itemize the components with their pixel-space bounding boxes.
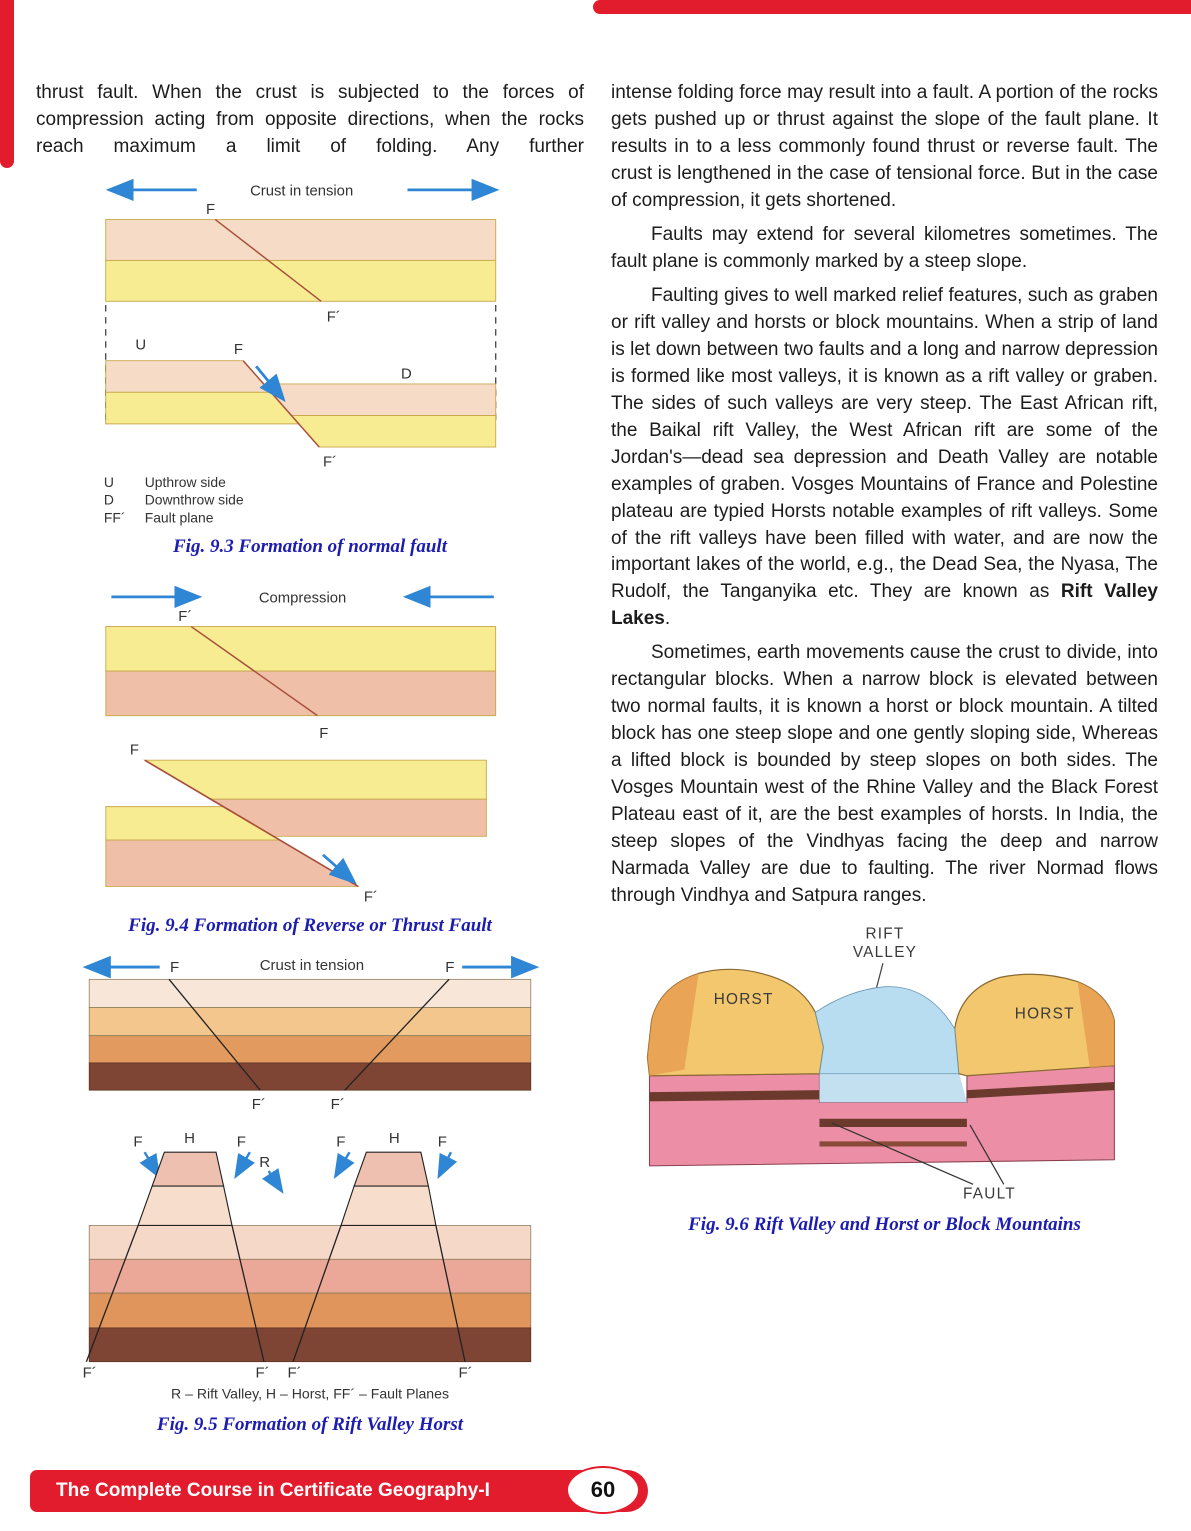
figure-9-3 bbox=[36, 175, 584, 558]
label-f-prime: F´ bbox=[251, 1095, 266, 1113]
label-f: F bbox=[206, 201, 216, 218]
figure-9-6 bbox=[611, 922, 1158, 1236]
label-f-prime: F´ bbox=[458, 1364, 473, 1382]
legend-desc-upthrow: Upthrow side bbox=[144, 473, 226, 490]
label-f-prime: F´ bbox=[82, 1364, 97, 1382]
label-horst: H bbox=[388, 1129, 400, 1147]
body-paragraph: Faults may extend for several kilometres sometimes. The fault plane is commonly marked by a steep slope. bbox=[611, 223, 1158, 272]
normal-fault-diagram bbox=[87, 175, 533, 526]
legend-desc-faultplane: Fault plane bbox=[144, 509, 214, 526]
base-layer-2 bbox=[89, 1259, 531, 1293]
rift-valley-surface bbox=[815, 987, 958, 1074]
left-column bbox=[36, 80, 584, 1436]
red-left-edge-decoration bbox=[0, 0, 14, 168]
base-layer-1 bbox=[89, 1225, 531, 1259]
label-valley: VALLEY bbox=[852, 944, 917, 962]
downthrow-block-upper-layer bbox=[264, 384, 496, 416]
red-top-edge-decoration bbox=[593, 0, 1191, 14]
graben-floor-front bbox=[819, 1072, 966, 1103]
figure-9-3-caption: Fig. 9.3 Formation of normal fault bbox=[173, 535, 447, 557]
right-horst-lower bbox=[341, 1186, 436, 1225]
right-horst-upper bbox=[354, 1152, 428, 1186]
figure-9-6-caption: Fig. 9.6 Rift Valley and Horst or Block Mountains bbox=[688, 1214, 1081, 1236]
label-fault: FAULT bbox=[962, 1185, 1016, 1203]
page-number-badge bbox=[566, 1466, 640, 1514]
stage1-upper-layer bbox=[106, 626, 496, 671]
legend-key-ff: FF´ bbox=[103, 509, 126, 526]
upthrow-block-upper-layer bbox=[106, 361, 271, 393]
rift-valley-block-diagram bbox=[629, 922, 1141, 1204]
stage1-lower-layer bbox=[106, 260, 496, 301]
footer-bar bbox=[30, 1470, 648, 1512]
label-f: F bbox=[129, 742, 140, 759]
stage1-layer-2 bbox=[89, 1007, 531, 1035]
legend-key-d: D bbox=[103, 491, 114, 508]
label-f-prime: F´ bbox=[178, 608, 193, 625]
paragraph-text: Faulting gives to well marked relief features, such as graben or rift valley and horsts or block mountains. When a strip of land is let down between two faults and a long and narrow depression is formed like most valleys, it is known as a rift valley or graben. The sides of such valleys are very steep. The East African rift, the Baikal rift Valley, the West African rift are some of the Jordan's—dead sea depression and Death Valley are notable examples of graben. Vosges Mountains of France and Polestine plateau are typied Horsts notable examples of rift valleys. Some of the rift valleys have been filled with water, and are now the important lakes of the world, e.g., the Dead Sea, the Nyasa, The Rudolf, the Tanganyika etc. They are known as bbox=[611, 284, 1158, 603]
legend-desc-downthrow: Downthrow side bbox=[144, 491, 244, 508]
label-f-prime: F´ bbox=[330, 1095, 345, 1113]
base-layer-3 bbox=[89, 1293, 531, 1328]
body-paragraph bbox=[611, 283, 1158, 634]
reverse-fault-diagram bbox=[87, 582, 533, 905]
figure-legend: R – Rift Valley, H – Horst, FF´ – Fault Planes bbox=[170, 1385, 449, 1402]
upthrow-block-lower-layer bbox=[106, 392, 299, 424]
label-rift: R bbox=[259, 1154, 271, 1172]
rift-valley-horst-diagram bbox=[75, 953, 545, 1404]
label-upthrow: U bbox=[135, 337, 147, 354]
paragraph-text: . bbox=[664, 608, 671, 630]
label-f: F bbox=[236, 1133, 246, 1151]
compression-label: Compression bbox=[258, 590, 347, 607]
stage1-lower-layer bbox=[106, 671, 496, 716]
label-f: F bbox=[336, 1133, 346, 1151]
figure-9-5 bbox=[36, 953, 584, 1436]
body-paragraph: Sometimes, earth movements cause the crust to divide, into rectangular blocks. When a narrow block is elevated between two normal faults, it is known a horst or block mountain. A tilted block has one steep slope and one gently sloping side, Whereas a lifted block is bounded by steep slopes on both sides. The Vosges Mountain west of the Rhine Valley and the Black Forest Plateau east of it, are the best examples of horsts. In India, the steep slopes of the Vindhyas facing the deep and narrow Narmada Valley are due to faulting. The river Normad flows through Vindhya and Satpura ranges. bbox=[611, 642, 1158, 907]
front-stratum-thin-stripe bbox=[819, 1141, 966, 1146]
label-f-prime: F´ bbox=[287, 1364, 302, 1382]
label-horst: H bbox=[184, 1129, 195, 1147]
left-horst-upper bbox=[152, 1152, 223, 1186]
left-horst-lower bbox=[138, 1186, 232, 1225]
tension-label: Crust in tension bbox=[259, 956, 365, 974]
footer-series-title: The Complete Course in Certificate Geography-I bbox=[56, 1480, 490, 1501]
downthrow-block-lower-layer bbox=[291, 415, 495, 447]
tension-label: Crust in tension bbox=[250, 183, 354, 200]
label-horst-left: HORST bbox=[713, 991, 774, 1009]
label-f: F bbox=[437, 1133, 447, 1151]
right-column bbox=[611, 80, 1158, 1236]
label-f-prime: F´ bbox=[363, 889, 378, 905]
label-f: F bbox=[445, 958, 455, 976]
label-f: F bbox=[170, 958, 180, 976]
figure-9-5-caption: Fig. 9.5 Formation of Rift Valley Horst bbox=[156, 1413, 464, 1435]
downdrop-arrow bbox=[440, 1152, 451, 1175]
downdrop-arrow bbox=[237, 1152, 250, 1175]
stage1-upper-layer bbox=[106, 219, 496, 260]
page-number: 60 bbox=[590, 1477, 616, 1502]
label-f-prime: F´ bbox=[323, 454, 338, 471]
legend-key-u: U bbox=[103, 473, 114, 490]
label-f: F bbox=[133, 1133, 143, 1151]
label-rift: RIFT bbox=[864, 925, 905, 943]
downdrop-arrow bbox=[336, 1152, 349, 1175]
thrust-block-upper-layer bbox=[145, 760, 487, 799]
body-paragraph: intense folding force may result into a fault. A portion of the rocks gets pushed up or thrust against the slope of the fault plane. It results in to a less commonly found thrust or reverse fault. The crust is lengthened in the case of tensional force. But in the case of compression, it gets shortened. bbox=[611, 82, 1158, 211]
front-stratum-stripe-middle bbox=[819, 1119, 966, 1127]
bold-term-rift-valley-lakes: Rift Valley Lakes bbox=[611, 581, 1158, 630]
figure-9-4 bbox=[36, 582, 584, 937]
label-f-prime: F´ bbox=[255, 1364, 270, 1382]
downdrop-arrow bbox=[145, 1152, 158, 1175]
label-downthrow: D bbox=[401, 366, 412, 383]
body-paragraph: thrust fault. When the crust is subjected to the forces of compression acting from opposite directions, when the rocks reach maximum a limit of folding. Any further bbox=[36, 82, 584, 157]
stage1-layer-3 bbox=[89, 1036, 531, 1063]
label-horst-right: HORST bbox=[1014, 1005, 1075, 1023]
label-f: F bbox=[233, 342, 243, 359]
stage1-layer-1 bbox=[89, 979, 531, 1007]
stage1-layer-4 bbox=[89, 1063, 531, 1090]
label-f: F bbox=[319, 725, 329, 742]
figure-9-4-caption: Fig. 9.4 Formation of Reverse or Thrust Fault bbox=[128, 914, 492, 936]
label-f-prime: F´ bbox=[326, 309, 341, 326]
rift-arrow bbox=[269, 1171, 281, 1190]
